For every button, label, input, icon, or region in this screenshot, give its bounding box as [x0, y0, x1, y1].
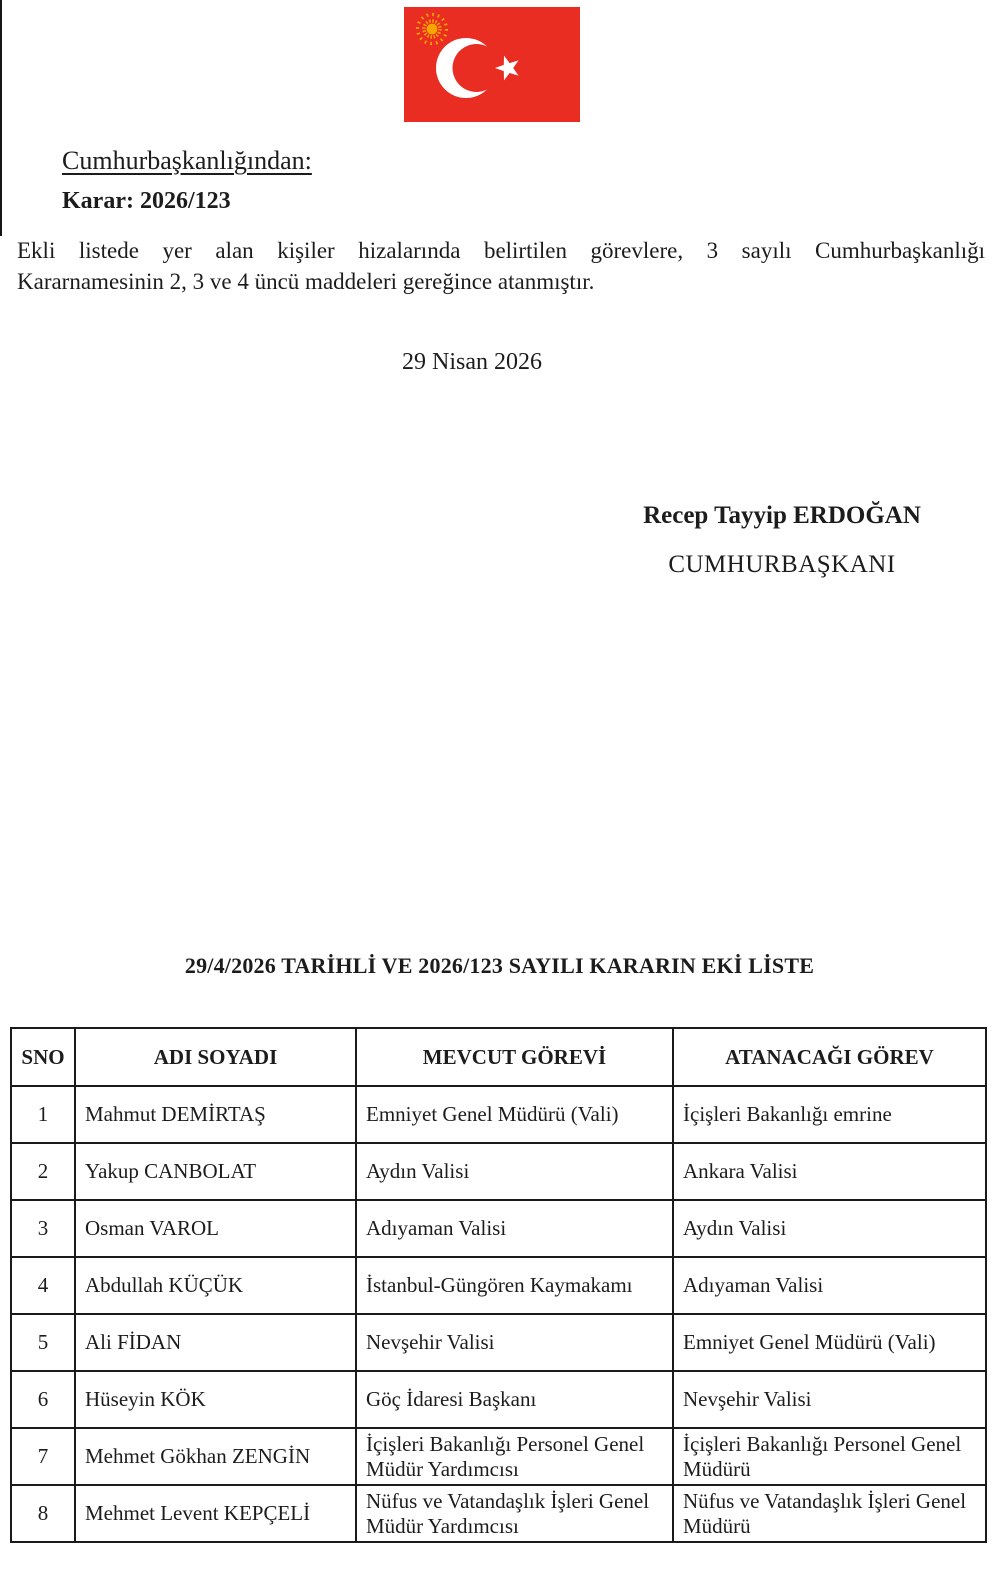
cell-new-position: Adıyaman Valisi [673, 1257, 986, 1314]
table-row [11, 1200, 986, 1257]
turkish-presidential-flag-image [404, 7, 580, 122]
decree-paragraph [17, 235, 985, 297]
cell-new-position: Aydın Valisi [673, 1200, 986, 1257]
column-header-sno: SNO [11, 1028, 75, 1086]
cell-name: Ali FİDAN [75, 1314, 356, 1371]
cell-new-position: Emniyet Genel Müdürü (Vali) [673, 1314, 986, 1371]
table-row [11, 1371, 986, 1428]
cell-new-position: İçişleri Bakanlığı emrine [673, 1086, 986, 1143]
cell-name: Mehmet Gökhan ZENGİN [75, 1428, 356, 1485]
cell-current-position: İstanbul-Güngören Kaymakamı [356, 1257, 673, 1314]
cell-new-position: Nüfus ve Vatandaşlık İşleri Genel Müdürü [673, 1485, 986, 1542]
cell-current-position: İçişleri Bakanlığı Personel Genel Müdür Yardımcısı [356, 1428, 673, 1485]
table-row [11, 1485, 986, 1542]
cell-current-position: Nevşehir Valisi [356, 1314, 673, 1371]
cell-new-position: Ankara Valisi [673, 1143, 986, 1200]
cell-name: Mehmet Levent KEPÇELİ [75, 1485, 356, 1542]
cell-name: Mahmut DEMİRTAŞ [75, 1086, 356, 1143]
cell-new-position: Nevşehir Valisi [673, 1371, 986, 1428]
table-row [11, 1314, 986, 1371]
cell-sno: 6 [11, 1371, 75, 1428]
cell-sno: 5 [11, 1314, 75, 1371]
decree-paragraph-line1: Ekli listede yer alan kişiler hizalarında belirtilen görevlere, 3 sayılı Cumhurbaşkanlığı [17, 238, 985, 263]
table-header-row [11, 1028, 986, 1086]
table-row [11, 1143, 986, 1200]
table-row [11, 1428, 986, 1485]
cell-name: Abdullah KÜÇÜK [75, 1257, 356, 1314]
cell-current-position: Emniyet Genel Müdürü (Vali) [356, 1086, 673, 1143]
cell-name: Osman VAROL [75, 1200, 356, 1257]
annex-list-title: 29/4/2026 TARİHLİ VE 2026/123 SAYILI KARARIN EKİ LİSTE [184, 953, 815, 978]
signature-block [606, 502, 958, 579]
table-row [11, 1086, 986, 1143]
cell-sno: 4 [11, 1257, 75, 1314]
column-header-name: ADI SOYADI [75, 1028, 356, 1086]
cell-current-position: Nüfus ve Vatandaşlık İşleri Genel Müdür Yardımcısı [356, 1485, 673, 1542]
cell-sno: 7 [11, 1428, 75, 1485]
cell-current-position: Adıyaman Valisi [356, 1200, 673, 1257]
column-header-current-position: MEVCUT GÖREVİ [356, 1028, 673, 1086]
decision-number: Karar: 2026/123 [62, 188, 231, 214]
decision-date: 29 Nisan 2026 [402, 349, 542, 375]
cell-current-position: Göç İdaresi Başkanı [356, 1371, 673, 1428]
issuer-heading: Cumhurbaşkanlığından: [62, 146, 312, 175]
cell-sno: 8 [11, 1485, 75, 1542]
appointments-table [10, 1027, 987, 1543]
cell-new-position: İçişleri Bakanlığı Personel Genel Müdürü [673, 1428, 986, 1485]
scan-edge-artifact [0, 0, 2, 236]
cell-name: Yakup CANBOLAT [75, 1143, 356, 1200]
president-name: Recep Tayyip ERDOĞAN [643, 502, 921, 529]
column-header-new-position: ATANACAĞI GÖREV [673, 1028, 986, 1086]
cell-name: Hüseyin KÖK [75, 1371, 356, 1428]
cell-sno: 3 [11, 1200, 75, 1257]
decree-paragraph-line2: Kararnamesinin 2, 3 ve 4 üncü maddeleri gereğince atanmıştır. [17, 269, 595, 294]
cell-sno: 2 [11, 1143, 75, 1200]
cell-sno: 1 [11, 1086, 75, 1143]
cell-current-position: Aydın Valisi [356, 1143, 673, 1200]
president-title: CUMHURBAŞKANI [668, 551, 896, 578]
table-row [11, 1257, 986, 1314]
